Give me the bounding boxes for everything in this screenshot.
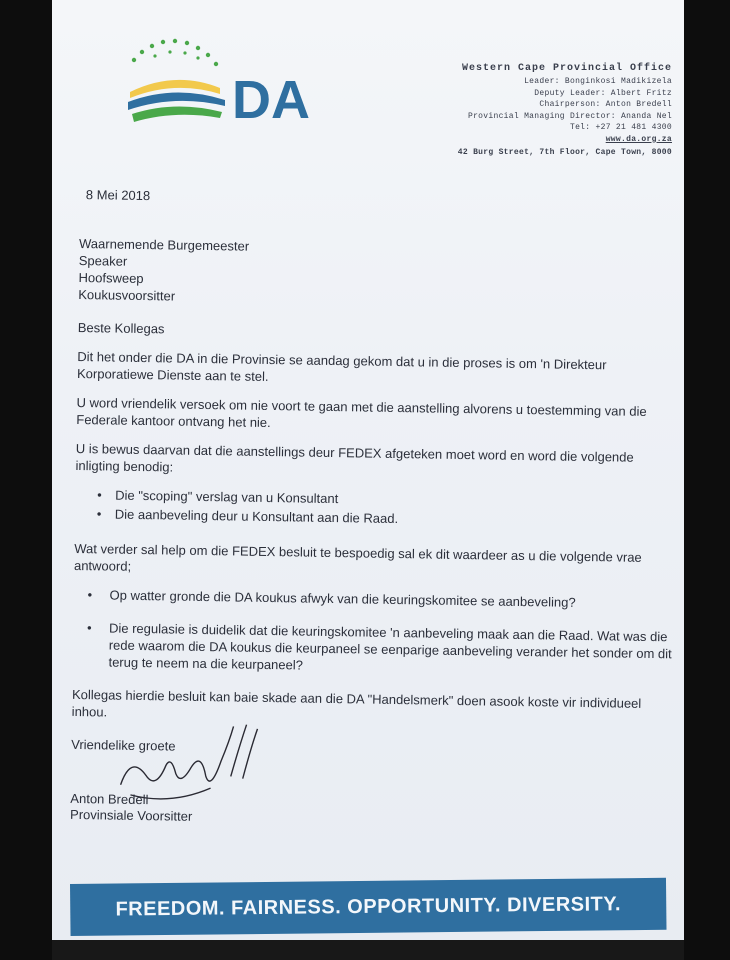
office-website: www.da.org.za: [605, 134, 672, 144]
office-address: 42 Burg Street, 7th Floor, Cape Town, 8000: [457, 148, 672, 157]
recipient: Waarnemende Burgemeester: [78, 235, 250, 254]
office-header: [458, 62, 672, 159]
info-list: [75, 486, 675, 531]
question-list: [72, 586, 673, 679]
salutation: Beste Kollegas: [77, 319, 165, 337]
recipient: Speaker: [78, 252, 128, 269]
office-line: Chairperson: Anton Bredell: [539, 100, 672, 109]
recipient-list: [78, 235, 679, 312]
letter-body: [70, 186, 680, 831]
signature-block: [70, 732, 671, 831]
office-line: Leader: Bonginkosi Madikizela: [524, 77, 672, 86]
letter-date: 8 Mei 2018: [85, 187, 151, 204]
paragraph: U word vriendelik versoek om nie voort te gaan met die aanstelling alvorens u toestemming van die Federale kantoor ontvang het nie.: [76, 394, 647, 431]
slogan-text: FREEDOM. FAIRNESS. OPPORTUNITY. DIVERSITY.: [115, 892, 622, 921]
recipient: Koukusvoorsitter: [78, 286, 176, 304]
paragraph: Wat verder sal help om die FEDEX besluit te bespoedig sal ek dit waardeer as u die volgende vrae antwoord;: [73, 540, 642, 574]
signer-name: Anton Bredell: [70, 790, 149, 808]
list-item: • Op watter gronde die DA koukus afwyk van die keuringskomitee se aanbeveling?: [109, 587, 673, 613]
office-line: Provincial Managing Director: Ananda Nel: [467, 111, 672, 121]
list-item: • Die "scoping" verslag van u Konsultant: [115, 487, 675, 513]
sun-rays-icon: [132, 39, 218, 66]
office-line: Deputy Leader: Albert Fritz: [534, 88, 672, 98]
da-logo: [90, 30, 310, 130]
closing: Vriendelike groete: [71, 736, 176, 754]
slogan-banner: [70, 878, 667, 936]
list-item: • Die regulasie is duidelik dat die keuringskomitee 'n aanbeveling maak aan die Raad. Wat was die rede waarom die DA koukus die keurpaneel se eenparige aanbeveling verander het sonder om dit terug te neem na die keurpaneel?: [108, 620, 673, 680]
office-title: Western Cape Provincial Office: [461, 63, 672, 74]
paragraph: Kollegas hierdie besluit kan baie skade aan die DA "Handelsmerk" doen asook koste vir individueel inhou.: [71, 686, 642, 720]
list-item: • Die aanbeveling deur u Konsultant aan die Raad.: [115, 506, 675, 532]
office-line: Tel: +27 21 481 4300: [569, 123, 672, 132]
photo-border-right: [684, 0, 730, 960]
recipient: Hoofsweep: [78, 269, 144, 287]
signer-role: Provinsiale Voorsitter: [70, 806, 193, 824]
letter-page: [52, 0, 684, 960]
paragraph: U is bewus daarvan dat die aanstellings deur FEDEX afgeteken moet word en word die volgende inligting benodig:: [75, 440, 634, 475]
logo-wordmark: DA: [232, 70, 310, 130]
paragraph: Dit het onder die DA in die Provinsie se aandag gekom dat u in die proses is om 'n Direkteur Korporatiewe Dienste aan te stel.: [76, 348, 607, 384]
photo-border-left: [0, 0, 52, 960]
photo-border-bottom: [52, 940, 684, 960]
